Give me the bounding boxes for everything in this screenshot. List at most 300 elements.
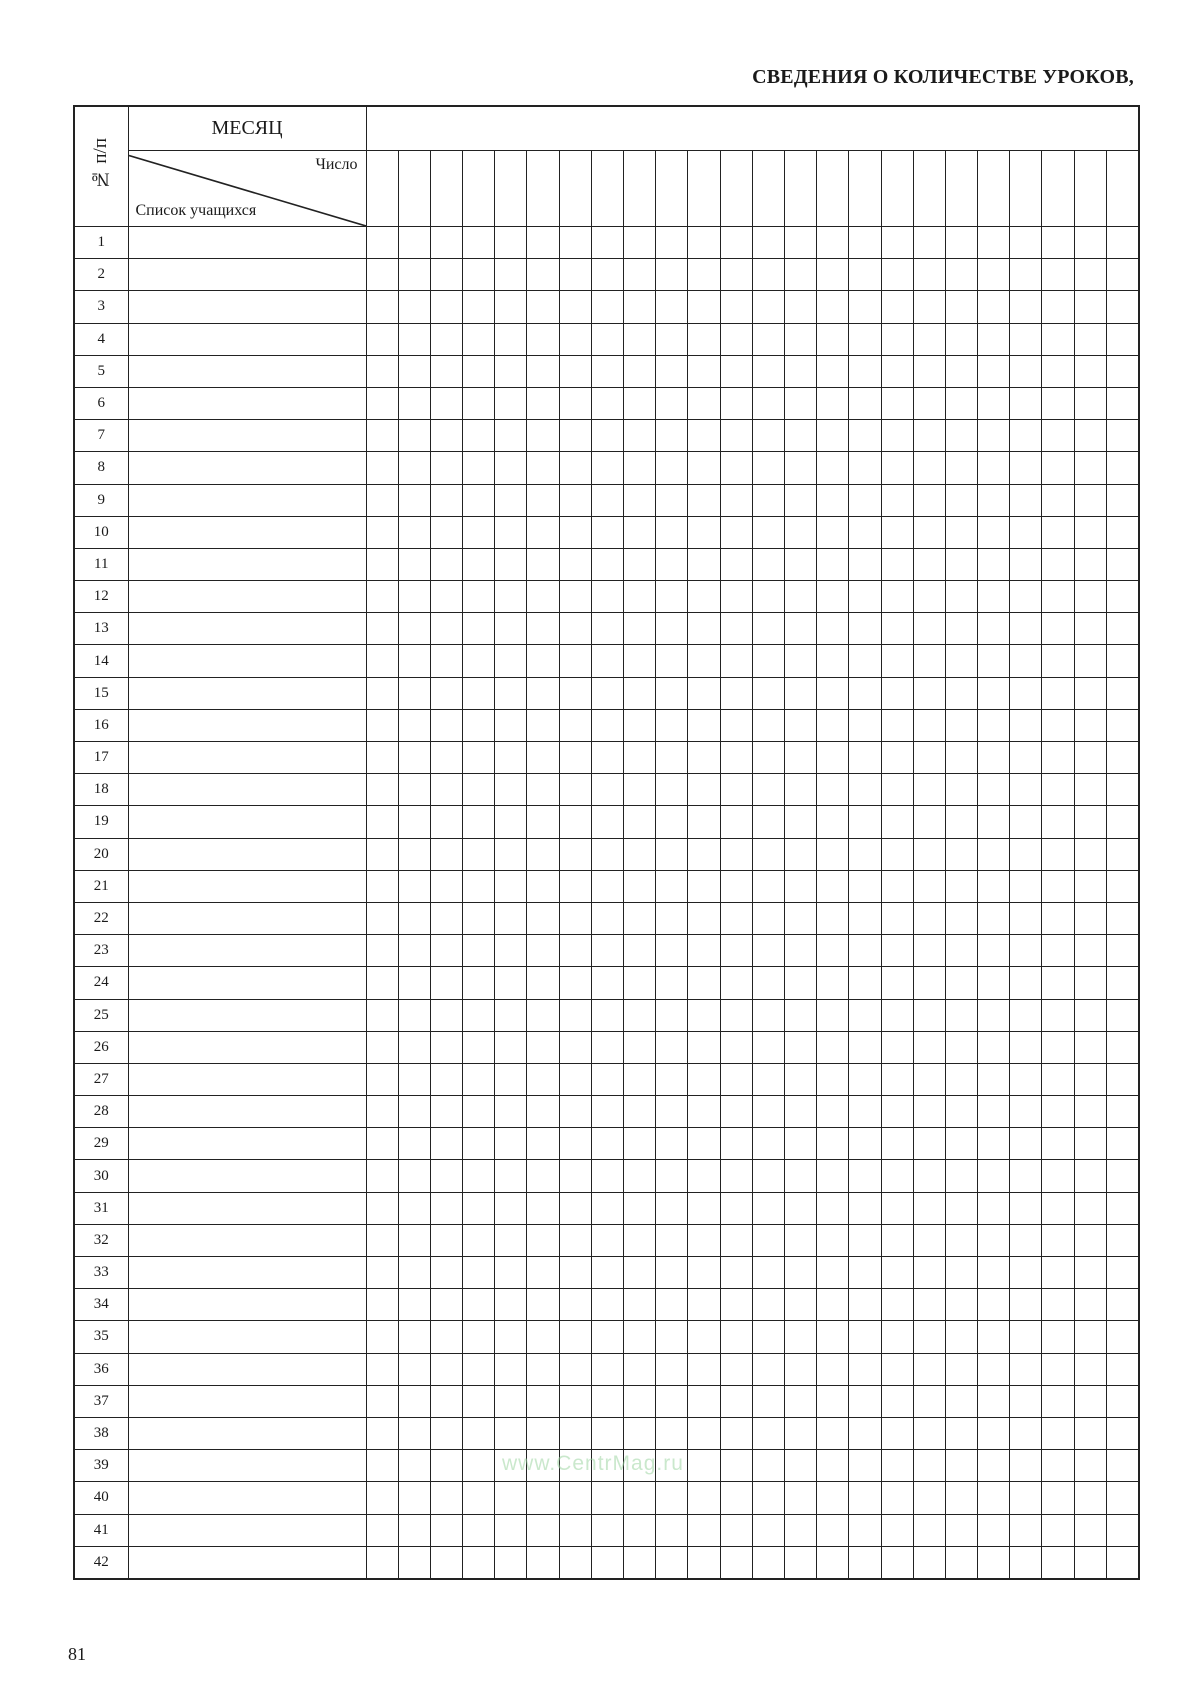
- student-name-cell[interactable]: [128, 967, 366, 999]
- day-cell[interactable]: [1106, 1385, 1138, 1417]
- day-cell[interactable]: [1074, 355, 1106, 387]
- day-cell[interactable]: [430, 935, 462, 967]
- day-header-cell[interactable]: [978, 151, 1010, 227]
- day-cell[interactable]: [366, 677, 398, 709]
- day-cell[interactable]: [945, 709, 977, 741]
- day-cell[interactable]: [945, 1482, 977, 1514]
- day-cell[interactable]: [591, 355, 623, 387]
- student-name-cell[interactable]: [128, 645, 366, 677]
- day-cell[interactable]: [881, 1192, 913, 1224]
- day-cell[interactable]: [784, 387, 816, 419]
- day-cell[interactable]: [398, 581, 430, 613]
- day-cell[interactable]: [366, 1514, 398, 1546]
- day-cell[interactable]: [752, 1482, 784, 1514]
- day-cell[interactable]: [527, 1385, 559, 1417]
- day-cell[interactable]: [1106, 1546, 1138, 1579]
- day-cell[interactable]: [656, 1514, 688, 1546]
- day-cell[interactable]: [688, 1321, 720, 1353]
- day-cell[interactable]: [495, 1063, 527, 1095]
- day-cell[interactable]: [752, 420, 784, 452]
- day-cell[interactable]: [1042, 902, 1074, 934]
- day-cell[interactable]: [591, 1546, 623, 1579]
- day-cell[interactable]: [849, 1385, 881, 1417]
- day-cell[interactable]: [398, 774, 430, 806]
- day-cell[interactable]: [1074, 323, 1106, 355]
- day-cell[interactable]: [720, 870, 752, 902]
- day-cell[interactable]: [1106, 1031, 1138, 1063]
- student-name-cell[interactable]: [128, 742, 366, 774]
- day-cell[interactable]: [1106, 1192, 1138, 1224]
- day-cell[interactable]: [624, 1321, 656, 1353]
- day-cell[interactable]: [559, 613, 591, 645]
- day-cell[interactable]: [1010, 742, 1042, 774]
- student-name-cell[interactable]: [128, 516, 366, 548]
- day-cell[interactable]: [1106, 548, 1138, 580]
- day-cell[interactable]: [817, 387, 849, 419]
- day-cell[interactable]: [720, 1160, 752, 1192]
- day-cell[interactable]: [945, 1257, 977, 1289]
- student-name-cell[interactable]: [128, 1224, 366, 1256]
- day-cell[interactable]: [591, 1192, 623, 1224]
- day-cell[interactable]: [978, 1546, 1010, 1579]
- day-cell[interactable]: [881, 484, 913, 516]
- day-cell[interactable]: [430, 838, 462, 870]
- day-cell[interactable]: [978, 677, 1010, 709]
- day-cell[interactable]: [656, 613, 688, 645]
- day-cell[interactable]: [881, 709, 913, 741]
- day-cell[interactable]: [398, 1192, 430, 1224]
- day-cell[interactable]: [559, 967, 591, 999]
- day-cell[interactable]: [1010, 452, 1042, 484]
- day-cell[interactable]: [495, 1353, 527, 1385]
- day-cell[interactable]: [495, 774, 527, 806]
- day-cell[interactable]: [398, 1289, 430, 1321]
- day-cell[interactable]: [495, 259, 527, 291]
- day-cell[interactable]: [463, 323, 495, 355]
- day-cell[interactable]: [656, 355, 688, 387]
- day-cell[interactable]: [1074, 1482, 1106, 1514]
- day-cell[interactable]: [1010, 999, 1042, 1031]
- day-cell[interactable]: [849, 1192, 881, 1224]
- student-name-cell[interactable]: [128, 484, 366, 516]
- day-cell[interactable]: [752, 806, 784, 838]
- day-cell[interactable]: [1042, 645, 1074, 677]
- day-cell[interactable]: [1010, 806, 1042, 838]
- day-cell[interactable]: [720, 1353, 752, 1385]
- day-cell[interactable]: [366, 259, 398, 291]
- day-cell[interactable]: [527, 1257, 559, 1289]
- day-cell[interactable]: [495, 387, 527, 419]
- student-name-cell[interactable]: [128, 1385, 366, 1417]
- day-cell[interactable]: [624, 1257, 656, 1289]
- day-cell[interactable]: [495, 484, 527, 516]
- day-cell[interactable]: [978, 709, 1010, 741]
- day-cell[interactable]: [817, 1353, 849, 1385]
- day-cell[interactable]: [430, 1257, 462, 1289]
- day-cell[interactable]: [945, 259, 977, 291]
- day-cell[interactable]: [398, 1063, 430, 1095]
- day-cell[interactable]: [398, 516, 430, 548]
- day-cell[interactable]: [1074, 420, 1106, 452]
- day-cell[interactable]: [1042, 1192, 1074, 1224]
- day-cell[interactable]: [591, 902, 623, 934]
- day-cell[interactable]: [1106, 355, 1138, 387]
- day-cell[interactable]: [881, 548, 913, 580]
- student-name-cell[interactable]: [128, 355, 366, 387]
- day-cell[interactable]: [784, 516, 816, 548]
- day-cell[interactable]: [1010, 484, 1042, 516]
- day-cell[interactable]: [624, 935, 656, 967]
- day-cell[interactable]: [784, 1321, 816, 1353]
- day-cell[interactable]: [978, 387, 1010, 419]
- day-header-cell[interactable]: [463, 151, 495, 227]
- day-cell[interactable]: [688, 1128, 720, 1160]
- day-cell[interactable]: [463, 935, 495, 967]
- day-cell[interactable]: [527, 452, 559, 484]
- day-cell[interactable]: [366, 838, 398, 870]
- day-cell[interactable]: [913, 742, 945, 774]
- day-cell[interactable]: [495, 1128, 527, 1160]
- day-cell[interactable]: [1106, 613, 1138, 645]
- day-cell[interactable]: [881, 999, 913, 1031]
- day-cell[interactable]: [720, 902, 752, 934]
- day-cell[interactable]: [463, 1546, 495, 1579]
- day-cell[interactable]: [656, 1160, 688, 1192]
- day-cell[interactable]: [430, 1450, 462, 1482]
- day-cell[interactable]: [559, 935, 591, 967]
- day-cell[interactable]: [752, 548, 784, 580]
- day-cell[interactable]: [817, 806, 849, 838]
- day-cell[interactable]: [945, 355, 977, 387]
- day-cell[interactable]: [398, 420, 430, 452]
- day-cell[interactable]: [1010, 1063, 1042, 1095]
- day-cell[interactable]: [559, 259, 591, 291]
- day-cell[interactable]: [559, 1289, 591, 1321]
- day-cell[interactable]: [591, 1482, 623, 1514]
- day-cell[interactable]: [430, 1514, 462, 1546]
- day-cell[interactable]: [527, 1514, 559, 1546]
- day-cell[interactable]: [1074, 1385, 1106, 1417]
- day-cell[interactable]: [1106, 227, 1138, 259]
- day-cell[interactable]: [849, 1128, 881, 1160]
- day-cell[interactable]: [656, 387, 688, 419]
- day-cell[interactable]: [398, 1482, 430, 1514]
- day-cell[interactable]: [366, 1224, 398, 1256]
- day-cell[interactable]: [817, 420, 849, 452]
- day-cell[interactable]: [527, 1353, 559, 1385]
- day-cell[interactable]: [945, 1417, 977, 1449]
- day-cell[interactable]: [784, 1257, 816, 1289]
- day-cell[interactable]: [398, 323, 430, 355]
- day-cell[interactable]: [624, 1385, 656, 1417]
- day-cell[interactable]: [430, 1031, 462, 1063]
- day-cell[interactable]: [784, 1160, 816, 1192]
- day-cell[interactable]: [463, 452, 495, 484]
- day-header-cell[interactable]: [527, 151, 559, 227]
- day-cell[interactable]: [784, 935, 816, 967]
- student-name-cell[interactable]: [128, 1289, 366, 1321]
- day-header-cell[interactable]: [849, 151, 881, 227]
- day-cell[interactable]: [463, 1385, 495, 1417]
- day-cell[interactable]: [559, 806, 591, 838]
- day-cell[interactable]: [559, 516, 591, 548]
- day-cell[interactable]: [1074, 999, 1106, 1031]
- day-cell[interactable]: [463, 838, 495, 870]
- day-header-cell[interactable]: [945, 151, 977, 227]
- day-cell[interactable]: [1106, 1514, 1138, 1546]
- day-cell[interactable]: [624, 548, 656, 580]
- day-cell[interactable]: [591, 999, 623, 1031]
- day-cell[interactable]: [1074, 709, 1106, 741]
- day-cell[interactable]: [913, 806, 945, 838]
- day-cell[interactable]: [817, 1063, 849, 1095]
- day-cell[interactable]: [1106, 1160, 1138, 1192]
- day-cell[interactable]: [1042, 581, 1074, 613]
- day-cell[interactable]: [398, 967, 430, 999]
- day-cell[interactable]: [463, 1096, 495, 1128]
- day-cell[interactable]: [398, 452, 430, 484]
- day-cell[interactable]: [913, 387, 945, 419]
- day-cell[interactable]: [1074, 1353, 1106, 1385]
- day-cell[interactable]: [398, 1128, 430, 1160]
- day-cell[interactable]: [720, 1514, 752, 1546]
- day-header-cell[interactable]: [720, 151, 752, 227]
- day-cell[interactable]: [881, 1450, 913, 1482]
- day-cell[interactable]: [1010, 420, 1042, 452]
- day-header-cell[interactable]: [752, 151, 784, 227]
- day-cell[interactable]: [752, 355, 784, 387]
- day-cell[interactable]: [817, 548, 849, 580]
- day-cell[interactable]: [849, 1160, 881, 1192]
- day-cell[interactable]: [1074, 1546, 1106, 1579]
- day-cell[interactable]: [463, 677, 495, 709]
- day-cell[interactable]: [398, 548, 430, 580]
- day-cell[interactable]: [849, 1257, 881, 1289]
- day-cell[interactable]: [559, 742, 591, 774]
- day-cell[interactable]: [430, 645, 462, 677]
- day-cell[interactable]: [784, 1289, 816, 1321]
- student-name-cell[interactable]: [128, 387, 366, 419]
- day-cell[interactable]: [849, 1482, 881, 1514]
- day-header-cell[interactable]: [688, 151, 720, 227]
- day-cell[interactable]: [849, 902, 881, 934]
- day-cell[interactable]: [656, 806, 688, 838]
- day-cell[interactable]: [559, 1353, 591, 1385]
- day-cell[interactable]: [591, 1289, 623, 1321]
- day-cell[interactable]: [817, 1482, 849, 1514]
- day-cell[interactable]: [1074, 452, 1106, 484]
- day-cell[interactable]: [849, 1450, 881, 1482]
- day-cell[interactable]: [1042, 420, 1074, 452]
- day-cell[interactable]: [366, 355, 398, 387]
- day-cell[interactable]: [495, 227, 527, 259]
- day-cell[interactable]: [688, 870, 720, 902]
- day-cell[interactable]: [624, 999, 656, 1031]
- day-cell[interactable]: [688, 645, 720, 677]
- day-cell[interactable]: [1042, 709, 1074, 741]
- day-cell[interactable]: [881, 677, 913, 709]
- day-cell[interactable]: [688, 355, 720, 387]
- day-cell[interactable]: [784, 967, 816, 999]
- day-cell[interactable]: [881, 1063, 913, 1095]
- day-cell[interactable]: [784, 1192, 816, 1224]
- student-name-cell[interactable]: [128, 581, 366, 613]
- day-cell[interactable]: [495, 1257, 527, 1289]
- student-name-cell[interactable]: [128, 870, 366, 902]
- day-cell[interactable]: [881, 935, 913, 967]
- day-cell[interactable]: [430, 677, 462, 709]
- day-cell[interactable]: [784, 1450, 816, 1482]
- day-cell[interactable]: [1042, 838, 1074, 870]
- day-cell[interactable]: [688, 1031, 720, 1063]
- day-cell[interactable]: [1106, 1224, 1138, 1256]
- day-cell[interactable]: [463, 1192, 495, 1224]
- student-name-cell[interactable]: [128, 1160, 366, 1192]
- day-cell[interactable]: [1074, 1031, 1106, 1063]
- day-cell[interactable]: [881, 1096, 913, 1128]
- student-name-cell[interactable]: [128, 1353, 366, 1385]
- day-cell[interactable]: [430, 516, 462, 548]
- day-cell[interactable]: [1042, 1514, 1074, 1546]
- day-cell[interactable]: [656, 838, 688, 870]
- day-cell[interactable]: [463, 1224, 495, 1256]
- day-cell[interactable]: [527, 1224, 559, 1256]
- day-cell[interactable]: [881, 902, 913, 934]
- day-cell[interactable]: [463, 967, 495, 999]
- day-cell[interactable]: [559, 1096, 591, 1128]
- day-cell[interactable]: [559, 1417, 591, 1449]
- day-cell[interactable]: [849, 323, 881, 355]
- day-cell[interactable]: [817, 709, 849, 741]
- day-cell[interactable]: [591, 387, 623, 419]
- day-cell[interactable]: [656, 227, 688, 259]
- day-cell[interactable]: [591, 1128, 623, 1160]
- day-cell[interactable]: [1074, 935, 1106, 967]
- day-cell[interactable]: [495, 677, 527, 709]
- day-cell[interactable]: [849, 838, 881, 870]
- day-cell[interactable]: [559, 677, 591, 709]
- day-cell[interactable]: [720, 259, 752, 291]
- day-cell[interactable]: [430, 1546, 462, 1579]
- day-cell[interactable]: [1074, 1514, 1106, 1546]
- day-cell[interactable]: [1042, 935, 1074, 967]
- day-cell[interactable]: [945, 1192, 977, 1224]
- day-cell[interactable]: [1042, 1289, 1074, 1321]
- day-cell[interactable]: [366, 548, 398, 580]
- day-cell[interactable]: [978, 548, 1010, 580]
- day-cell[interactable]: [752, 967, 784, 999]
- day-cell[interactable]: [591, 935, 623, 967]
- day-cell[interactable]: [688, 935, 720, 967]
- day-cell[interactable]: [559, 902, 591, 934]
- day-cell[interactable]: [1074, 1321, 1106, 1353]
- day-cell[interactable]: [591, 1063, 623, 1095]
- day-cell[interactable]: [527, 613, 559, 645]
- day-cell[interactable]: [398, 677, 430, 709]
- day-cell[interactable]: [624, 645, 656, 677]
- day-cell[interactable]: [945, 1289, 977, 1321]
- day-cell[interactable]: [881, 516, 913, 548]
- day-cell[interactable]: [849, 645, 881, 677]
- day-cell[interactable]: [752, 838, 784, 870]
- day-cell[interactable]: [817, 1031, 849, 1063]
- day-cell[interactable]: [1106, 259, 1138, 291]
- day-cell[interactable]: [1106, 902, 1138, 934]
- day-cell[interactable]: [656, 999, 688, 1031]
- day-cell[interactable]: [430, 1353, 462, 1385]
- day-cell[interactable]: [945, 548, 977, 580]
- day-header-cell[interactable]: [1106, 151, 1138, 227]
- student-name-cell[interactable]: [128, 613, 366, 645]
- day-cell[interactable]: [656, 516, 688, 548]
- day-cell[interactable]: [1010, 1128, 1042, 1160]
- day-cell[interactable]: [688, 1482, 720, 1514]
- day-cell[interactable]: [688, 806, 720, 838]
- day-cell[interactable]: [656, 1546, 688, 1579]
- day-cell[interactable]: [527, 1128, 559, 1160]
- day-cell[interactable]: [527, 1289, 559, 1321]
- day-cell[interactable]: [430, 902, 462, 934]
- day-cell[interactable]: [784, 1417, 816, 1449]
- day-cell[interactable]: [945, 581, 977, 613]
- day-cell[interactable]: [463, 1514, 495, 1546]
- day-cell[interactable]: [688, 581, 720, 613]
- day-cell[interactable]: [1074, 1289, 1106, 1321]
- day-cell[interactable]: [688, 1289, 720, 1321]
- student-name-cell[interactable]: [128, 806, 366, 838]
- day-cell[interactable]: [913, 227, 945, 259]
- day-cell[interactable]: [784, 1096, 816, 1128]
- day-cell[interactable]: [784, 742, 816, 774]
- day-cell[interactable]: [849, 1096, 881, 1128]
- day-cell[interactable]: [366, 1289, 398, 1321]
- day-cell[interactable]: [430, 774, 462, 806]
- day-cell[interactable]: [527, 581, 559, 613]
- day-cell[interactable]: [881, 259, 913, 291]
- day-cell[interactable]: [591, 677, 623, 709]
- day-cell[interactable]: [849, 774, 881, 806]
- day-cell[interactable]: [463, 806, 495, 838]
- day-cell[interactable]: [366, 516, 398, 548]
- day-cell[interactable]: [495, 709, 527, 741]
- day-cell[interactable]: [978, 1289, 1010, 1321]
- day-cell[interactable]: [430, 581, 462, 613]
- day-cell[interactable]: [945, 967, 977, 999]
- day-cell[interactable]: [1010, 355, 1042, 387]
- day-cell[interactable]: [591, 420, 623, 452]
- day-cell[interactable]: [1042, 548, 1074, 580]
- day-cell[interactable]: [1010, 645, 1042, 677]
- day-cell[interactable]: [784, 548, 816, 580]
- day-cell[interactable]: [720, 1224, 752, 1256]
- day-cell[interactable]: [624, 870, 656, 902]
- day-cell[interactable]: [495, 935, 527, 967]
- day-cell[interactable]: [720, 1385, 752, 1417]
- day-cell[interactable]: [849, 967, 881, 999]
- day-cell[interactable]: [913, 452, 945, 484]
- day-cell[interactable]: [913, 1514, 945, 1546]
- day-cell[interactable]: [752, 323, 784, 355]
- student-name-cell[interactable]: [128, 291, 366, 323]
- day-cell[interactable]: [656, 677, 688, 709]
- day-cell[interactable]: [366, 1160, 398, 1192]
- day-cell[interactable]: [913, 581, 945, 613]
- day-cell[interactable]: [624, 387, 656, 419]
- day-cell[interactable]: [559, 355, 591, 387]
- day-cell[interactable]: [849, 291, 881, 323]
- day-cell[interactable]: [591, 1096, 623, 1128]
- student-name-cell[interactable]: [128, 1450, 366, 1482]
